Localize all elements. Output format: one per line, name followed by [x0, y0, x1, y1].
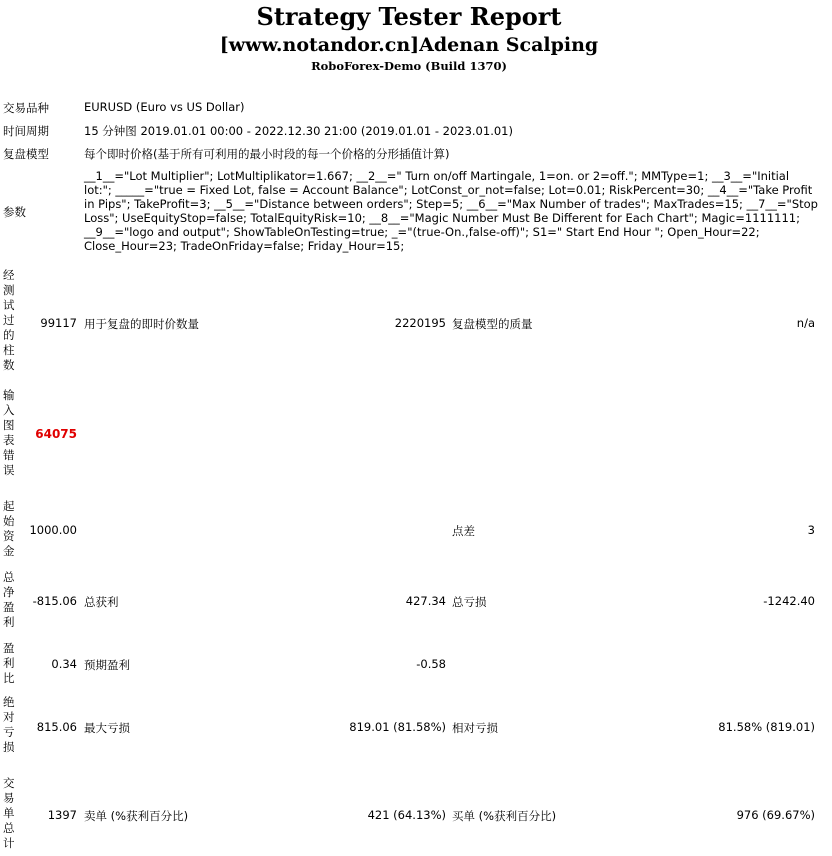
ticks-modelled-label: 用于复盘的即时价数量	[84, 317, 199, 331]
absolute-drawdown-label: 绝对亏损	[3, 695, 15, 754]
symbol-label: 交易品种	[3, 101, 49, 115]
profit-factor-label: 盈利比	[3, 641, 15, 685]
parameters-label: 参数	[3, 205, 26, 219]
relative-drawdown-label: 相对亏损	[452, 721, 498, 735]
total-trades-label: 交易单总计	[3, 776, 15, 850]
initial-deposit-label: 起始资金	[3, 499, 15, 558]
initial-deposit-value: 1000.00	[29, 523, 77, 537]
chart-errors-value: 64075	[35, 427, 77, 441]
expected-payoff-label: 预期盈利	[84, 658, 130, 672]
gross-loss-label: 总亏损	[452, 595, 487, 609]
maximal-drawdown-label: 最大亏损	[84, 721, 130, 735]
modelling-quality-label: 复盘模型的质量	[452, 317, 533, 331]
spread-label: 点差	[452, 524, 475, 538]
expected-payoff-value: -0.58	[416, 657, 446, 671]
gross-loss-value: -1242.40	[763, 594, 815, 608]
net-profit-value: -815.06	[32, 594, 77, 608]
server-build: RoboForex-Demo (Build 1370)	[311, 59, 507, 73]
chart-errors-label: 输入图表错误	[3, 388, 15, 477]
total-trades-value: 1397	[47, 808, 77, 822]
expert-name: [www.notandor.cn]Adenan Scalping	[219, 34, 599, 56]
model-label: 复盘模型	[3, 147, 49, 161]
long-positions-label: 买单 (%获利百分比)	[452, 809, 557, 823]
net-profit-label: 总净盈利	[3, 570, 15, 629]
gross-profit-value: 427.34	[405, 594, 446, 608]
period-value: 15 分钟图 2019.01.01 00:00 - 2022.12.30 21:00 (2019.01.01 - 2023.01.01)	[84, 124, 513, 138]
long-positions-value: 976 (69.67%)	[736, 808, 815, 822]
profit-factor-value: 0.34	[51, 657, 77, 671]
absolute-drawdown-value: 815.06	[36, 720, 77, 734]
symbol-value: EURUSD (Euro vs US Dollar)	[84, 100, 245, 114]
maximal-drawdown-value: 819.01 (81.58%)	[349, 720, 446, 734]
modelling-quality-value: n/a	[796, 316, 815, 330]
model-value: 每个即时价格(基于所有可利用的最小时段的每一个价格的分形插值计算)	[84, 147, 450, 161]
short-positions-value: 421 (64.13%)	[367, 808, 446, 822]
spread-value: 3	[807, 523, 815, 537]
short-positions-label: 卖单 (%获利百分比)	[84, 809, 189, 823]
parameters-value: __1__="Lot Multiplier"; LotMultiplikator=1.667; __2__=" Turn on/off Martingale, 1=on. or 2=off."; MMType=1; __3__="Initial lot:"; _____="true = Fixed Lot, false = Account Balance"; LotConst_or_not=false; Lot=0.01; RiskPercent=30; __4__="Take Profit in Pips"; TakeProfit=3; __5__="Distance between orders"; Step=5; __6__="Max Number of trades"; MaxTrades=15; __7__="Stop Loss"; UseEquityStop=false; TotalEquityRisk=10; __8__="Magic Number Must Be Different for Each Chart"; Magic=1111111; __9__="logo and output"; ShowTableOnTesting=true; _="(true-On.,false-off)"; S1=" Start End Hour "; Open_Hour=22; Close_Hour=23; TradeOnFriday=false; Friday_Hour=15;	[84, 169, 818, 253]
report-title: Strategy Tester Report	[256, 2, 562, 31]
bars-tested-value: 99117	[40, 316, 77, 330]
ticks-modelled-value: 2220195	[394, 316, 446, 330]
period-label: 时间周期	[3, 124, 49, 138]
bars-tested-label: 经测试过的柱数	[3, 268, 15, 372]
gross-profit-label: 总获利	[84, 595, 119, 609]
relative-drawdown-value: 81.58% (819.01)	[718, 720, 815, 734]
